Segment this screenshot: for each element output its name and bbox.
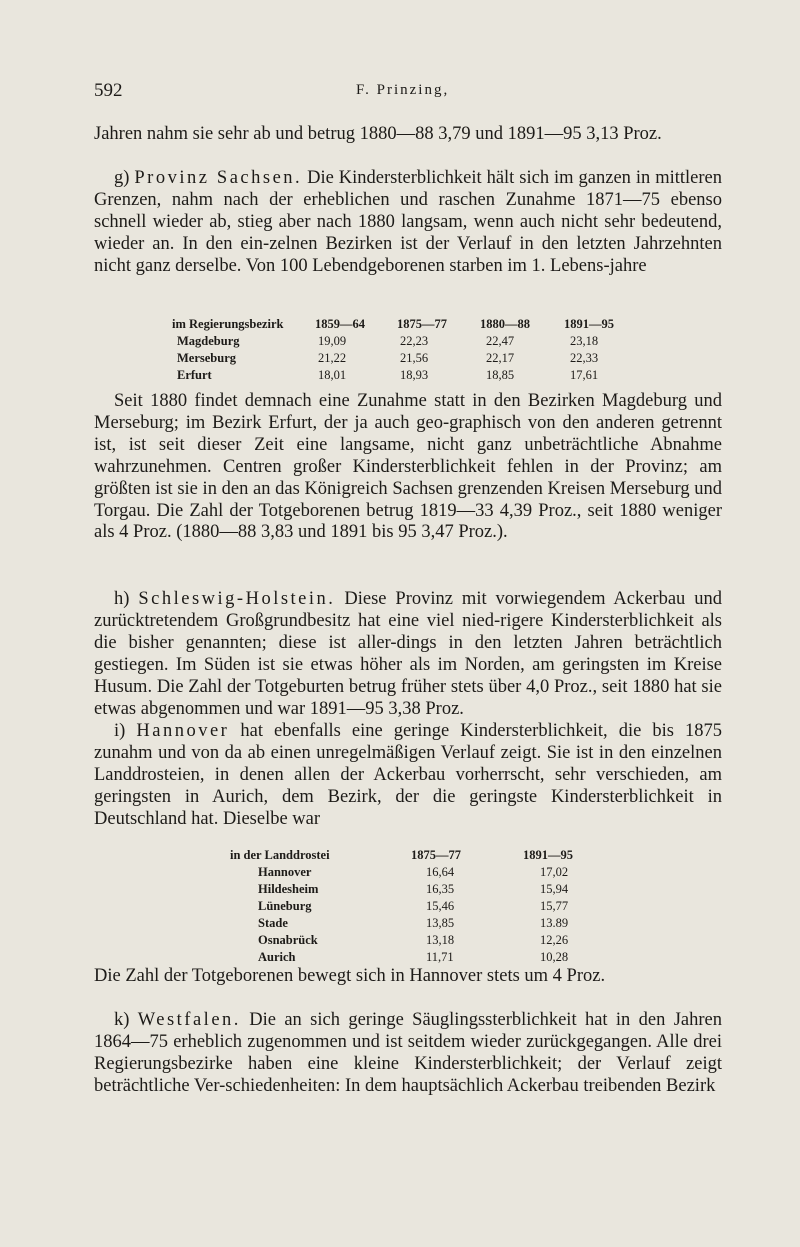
- page-number: 592: [94, 80, 123, 101]
- table-cell: 22,17: [486, 351, 515, 365]
- table-cell: 15,94: [540, 882, 569, 896]
- table-row: [230, 898, 610, 915]
- section-text: Die Kindersterblichkeit hält sich im ganzen in mittleren Grenzen, nahm nach der erheblichen und raschen Zunahme 1871—75 ebenso schnell wieder ab, stieg aber nach 1880 langsam, wenn auch nicht sehr bedeutend, wieder an. In den ein-zelnen Bezirken ist der Verlauf in den letzten Jahrzehnten nicht ganz derselbe. Von 100 Lebendgeborenen starben im 1. Lebens-jahre: [94, 168, 723, 276]
- table-cell: 21,22: [318, 351, 347, 365]
- table-header: im Regierungsbezirk: [172, 317, 284, 331]
- paragraph-text: Jahren nahm sie sehr ab und betrug 1880—88 3,79 und 1891—95 3,13 Proz.: [94, 124, 662, 144]
- table-cell: 18,93: [400, 368, 429, 382]
- section-label: g): [114, 168, 130, 188]
- table-header: 1880—88: [480, 317, 530, 331]
- paragraph-hannover-totgeborene: [94, 966, 722, 988]
- table-cell: 18,01: [318, 368, 347, 382]
- table-landdrostei: [230, 847, 610, 965]
- paragraph-sachsen-continued: [94, 391, 722, 544]
- table-row: [172, 333, 632, 350]
- table-header: 1875—77: [411, 848, 461, 862]
- table-regierungsbezirk: [172, 316, 632, 386]
- section-schleswig-holstein: [94, 589, 722, 720]
- paragraph-text: Seit 1880 findet demnach eine Zunahme statt in den Bezirken Magdeburg und Merseburg; im Bezirk Erfurt, der ja auch geo-graphisch von den anderen getrennt ist, ist seit dieser Zeit eine langsame, nicht ganz unbeträchtliche Abnahme wahrzunehmen. Centren großer Kindersterblichkeit fehlen in der Provinz; am größten ist sie in den an das Königreich Sachsen grenzenden Kreisen Merseburg und Torgau. Die Zahl der Totgeborenen betrug 1819—33 4,39 Proz., seit 1880 weniger als 4 Proz. (1880—88 3,83 und 1891 bis 95 3,47 Proz.).: [94, 391, 722, 543]
- table-cell: 12,26: [540, 933, 569, 947]
- table-cell: 16,35: [426, 882, 455, 896]
- section-heading: Schleswig-Holstein.: [138, 589, 336, 609]
- table-row: [230, 949, 610, 966]
- table-cell: 15,46: [426, 899, 455, 913]
- table-cell: Osnabrück: [258, 933, 318, 947]
- table-cell: 13,85: [426, 916, 455, 930]
- table-cell: 17,61: [570, 368, 599, 382]
- table-cell: 17,02: [540, 865, 569, 879]
- table-row: [172, 350, 632, 367]
- section-hannover: [94, 721, 722, 831]
- page-header: [94, 80, 722, 106]
- table-cell: 10,28: [540, 950, 569, 964]
- section-heading: Provinz Sachsen.: [134, 168, 303, 188]
- table-header-row: [230, 847, 610, 864]
- table-cell: 11,71: [426, 950, 454, 964]
- section-paragraph: [94, 589, 722, 720]
- section-label: i): [114, 721, 126, 741]
- table-header: 1891—95: [523, 848, 573, 862]
- table-header: in der Landdrostei: [230, 848, 330, 862]
- table-cell: 16,64: [426, 865, 455, 879]
- table-cell: Magdeburg: [177, 334, 240, 348]
- section-paragraph: [94, 721, 722, 831]
- table-cell: Merseburg: [177, 351, 237, 365]
- section-text: Die an sich geringe Säuglingssterblichkeit hat in den Jahren 1864—75 erheblich zugenommen und ist seitdem wieder zurückgegangen. Alle drei Regierungsbezirke haben eine kleine Kindersterblichkeit; der Verlauf zeigt beträchtliche Ver-schiedenheiten: In dem hauptsächlich Ackerbau treibenden Bezirk: [94, 1010, 722, 1096]
- table-cell: 13.89: [540, 916, 569, 930]
- section-text: hat ebenfalls eine geringe Kindersterblichkeit, die bis 1875 zunahm und von da ab einen unregelmäßigen Verlauf zeigt. Sie ist in den einzelnen Landdrosteien, in denen allen der Ackerbau vorherrscht, sehr verschieden, am geringsten in Aurich, dem Bezirk, der die geringste Kindersterblichkeit in Deutschland hat. Dieselbe war: [94, 721, 723, 829]
- table-cell: Erfurt: [177, 368, 212, 382]
- table-cell: 15,77: [540, 899, 569, 913]
- table-cell: Hildesheim: [258, 882, 319, 896]
- table-cell: Lüneburg: [258, 899, 312, 913]
- paragraph-text: Die Zahl der Totgeborenen bewegt sich in Hannover stets um 4 Proz.: [94, 966, 606, 986]
- section-heading: Hannover: [136, 721, 230, 741]
- section-paragraph: [94, 1010, 722, 1098]
- table-cell: Hannover: [258, 865, 312, 879]
- table-cell: 22,33: [570, 351, 599, 365]
- table-header: 1875—77: [397, 317, 447, 331]
- table-cell: 13,18: [426, 933, 455, 947]
- table-row: [230, 864, 610, 881]
- section-label: k): [114, 1010, 130, 1030]
- table-cell: Aurich: [258, 950, 296, 964]
- section-paragraph: [94, 168, 722, 278]
- section-provinz-sachsen: [94, 168, 722, 278]
- table-cell: 19,09: [318, 334, 347, 348]
- table-header: 1891—95: [564, 317, 614, 331]
- table-cell: 21,56: [400, 351, 429, 365]
- section-text: Diese Provinz mit vorwiegendem Ackerbau und zurücktretendem Großgrundbesitz hat eine viel nied-rigere Kindersterblichkeit als die bisher genannten; diese ist aller-dings in den letzten Jahren beträchtlich gestiegen. Im Süden ist sie etwas höher als im Norden, am geringsten im Kreise Husum. Die Zahl der Totgeburten betrug früher stets über 4,0 Proz., seit 1880 hat sie etwas abgenommen und war 1891—95 3,38 Proz.: [94, 589, 723, 719]
- section-label: h): [114, 589, 130, 609]
- table-row: [172, 367, 632, 384]
- table-cell: 23,18: [570, 334, 599, 348]
- running-head: F. Prinzing,: [356, 82, 450, 98]
- section-westfalen: [94, 1010, 722, 1098]
- paragraph-continuation: [94, 124, 722, 146]
- table-cell: 22,47: [486, 334, 515, 348]
- table-cell: Stade: [258, 916, 288, 930]
- section-heading: Westfalen.: [137, 1010, 241, 1030]
- table-header-row: [172, 316, 632, 333]
- table-header: 1859—64: [315, 317, 365, 331]
- table-row: [230, 881, 610, 898]
- table-row: [230, 915, 610, 932]
- table-cell: 18,85: [486, 368, 515, 382]
- table-row: [230, 932, 610, 949]
- table-cell: 22,23: [400, 334, 429, 348]
